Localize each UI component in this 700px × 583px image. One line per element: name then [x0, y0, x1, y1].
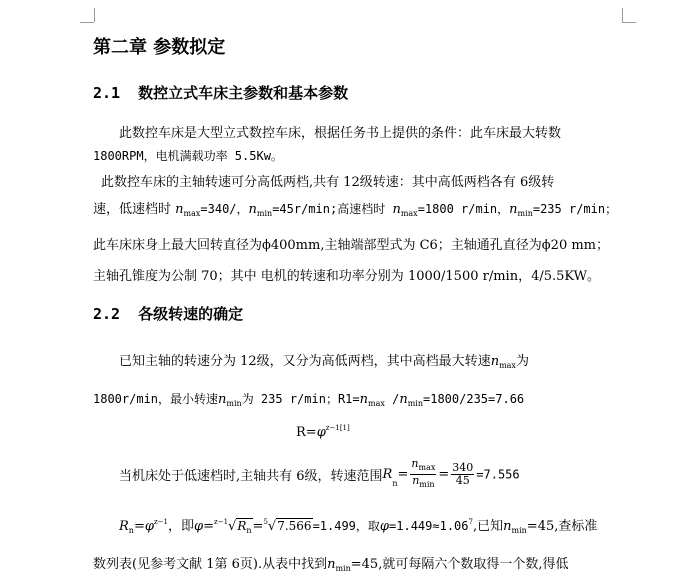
- subscript-min: min: [511, 526, 527, 535]
- subscript-min: min: [517, 209, 533, 218]
- symbol-n: n: [490, 354, 500, 369]
- paragraph-5: $R_n=\varphi^{z-1}$，即$\varphi=^{z-1}√R_n=^5√7.566=1.499$，取$\varphi=1.449\approx 1.06^7$,已知$n_{min}=45$,查标准: [119, 518, 598, 535]
- text-run: 为: [515, 354, 529, 369]
- fraction-denominator: 45: [455, 474, 470, 487]
- symbol-phi: φ: [144, 519, 154, 534]
- symbol-phi: φ: [316, 425, 326, 440]
- paragraph-2-line-1: 此数控车床的主轴转速可分高低两档,共有 12级转速：其中高低两档各有 6级转: [101, 175, 555, 190]
- fraction-nmax-nmin: [410, 458, 436, 491]
- radicand-r: [236, 518, 252, 535]
- symbol-r: R: [382, 467, 393, 482]
- root-index: 5: [263, 518, 268, 526]
- text-run: =235 r/min；: [532, 202, 618, 216]
- exponent: z−1: [153, 518, 168, 526]
- section-title: 数控立式车床主参数和基本参数: [138, 84, 349, 102]
- text-run: =1800 r/min，: [417, 202, 510, 216]
- subscript-n: n: [392, 479, 398, 488]
- text-run: =1800/235=7.66: [423, 392, 525, 406]
- equals-sign: =: [252, 519, 264, 534]
- subscript-max: max: [418, 463, 436, 472]
- text-run: =45,就可每隔六个数取得一个数,得低: [350, 557, 569, 572]
- paragraph-2-line-2: [93, 198, 617, 218]
- equals-sign: =: [133, 519, 145, 534]
- symbol-n: n: [175, 202, 184, 217]
- paragraph-6: [93, 553, 568, 573]
- section-2-2-heading: [93, 303, 243, 324]
- subscript-min: min: [407, 399, 423, 408]
- symbol-n: n: [359, 392, 368, 407]
- text-run: =340/，: [200, 202, 249, 216]
- paragraph-4: [119, 458, 520, 498]
- radicand-value: 7.566: [277, 519, 312, 533]
- text-run: =1.499，取: [312, 519, 380, 533]
- paragraph-1-line-1: 此数控车床是大型立式数控车床，根据任务书上提供的条件：此车床最大转数: [119, 126, 562, 141]
- equals-sign: =: [397, 467, 409, 482]
- subscript-min: min: [256, 209, 273, 218]
- section-2-1-heading: [93, 82, 348, 103]
- fraction-340-45: [451, 462, 474, 487]
- paragraph-1-line-2: 1800RPM，电机满载功率 5.5Kw。: [93, 149, 283, 163]
- text-run: =1.449≈1.06: [389, 519, 469, 533]
- section-title: 各级转速的确定: [138, 305, 244, 323]
- symbol-n: n: [327, 557, 336, 572]
- symbol-n: n: [509, 202, 518, 217]
- root-index: z−1: [214, 518, 229, 526]
- subscript-max: max: [400, 209, 418, 218]
- subscript-min: min: [335, 564, 351, 573]
- symbol-phi: φ: [194, 519, 204, 534]
- text-run: 为 235 r/min；R1=: [241, 392, 360, 406]
- text-run: ,已知: [472, 519, 504, 534]
- equals-sign: =: [203, 519, 215, 534]
- symbol-phi: φ: [379, 519, 390, 534]
- symbol-n: n: [412, 474, 420, 487]
- symbol-r: R: [119, 519, 129, 534]
- fraction-numerator: 340: [452, 461, 474, 474]
- text-run: =7.556: [476, 467, 520, 482]
- text-run: 速，低速档时: [93, 202, 176, 217]
- symbol-n: n: [218, 392, 227, 407]
- text-run: =45r/min;高速档时: [272, 202, 393, 216]
- section-number: 2.2: [93, 305, 121, 323]
- text-run: 已知主轴的转速分为 12级，又分为高低两档，其中高档最大转速: [119, 354, 491, 369]
- symbol-n: n: [503, 519, 512, 534]
- subscript-max: max: [368, 399, 385, 408]
- paragraph-3-line-2: [93, 390, 524, 408]
- subscript-max: max: [183, 209, 201, 218]
- formula-lhs: R=: [296, 425, 317, 440]
- text-run: 当机床处于低速档时,主轴共有 6级，转速范围: [119, 469, 383, 484]
- paragraph-2-line-3: 此车床床身上最大回转直径为ϕ400mm,主轴端部型式为 C6；主轴通孔直径为ϕ20 mm；: [93, 238, 610, 253]
- symbol-n: n: [399, 392, 408, 407]
- text-run: 数列表(见参考文献 1第 6页).从表中找到: [93, 557, 328, 572]
- paragraph-2-line-4: 主轴孔锥度为公制 70；其中 电机的转速和功率分别为 1000/1500 r/min，4/5.5KW。: [93, 269, 601, 284]
- subscript-n: n: [246, 526, 252, 535]
- text-run: =45,查标准: [526, 519, 598, 534]
- citation-ref: [1]: [339, 424, 350, 432]
- subscript-min: min: [226, 399, 242, 408]
- symbol-r: R: [237, 519, 247, 533]
- chapter-title: 第二章 参数拟定: [93, 37, 226, 58]
- symbol-n: n: [411, 457, 419, 470]
- text-run: /: [384, 392, 400, 406]
- formula-r: [296, 424, 350, 440]
- paragraph-3-line-1: [119, 350, 529, 370]
- exponent: z−1: [325, 424, 340, 432]
- text-run: ，即: [167, 519, 194, 534]
- subscript-max: max: [499, 361, 516, 370]
- symbol-n: n: [248, 202, 257, 217]
- superscript-7: 7: [468, 518, 473, 526]
- equals-sign: =: [438, 467, 450, 482]
- section-number: 2.1: [93, 84, 121, 102]
- symbol-n: n: [392, 202, 401, 217]
- subscript-min: min: [419, 480, 435, 489]
- subscript-n: n: [128, 526, 134, 535]
- text-run: 1800r/min，最小转速: [93, 392, 219, 406]
